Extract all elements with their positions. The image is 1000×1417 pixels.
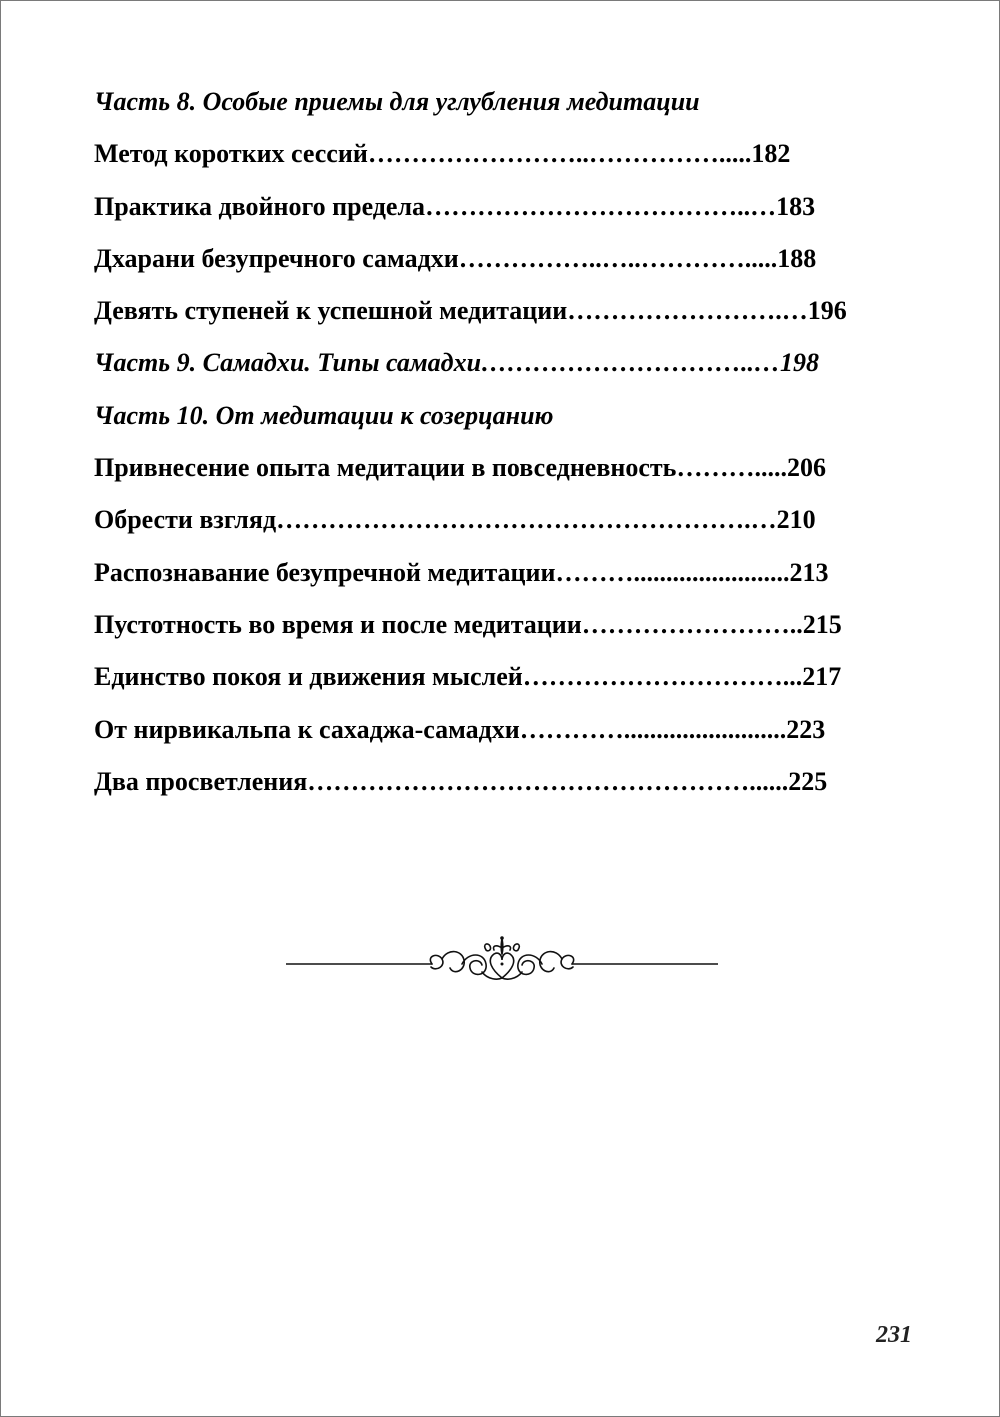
toc-entry-page: 213 <box>789 557 829 587</box>
toc-entry-leader: ………..... <box>676 453 787 483</box>
table-of-contents <box>94 76 914 808</box>
toc-entry <box>94 651 914 703</box>
toc-entry-title: Практика двойного предела <box>94 191 426 221</box>
toc-entry-title: Распознавание безупречной медитации <box>94 557 556 587</box>
page-number: 231 <box>876 1322 912 1348</box>
toc-entry-page: 217 <box>802 662 842 692</box>
toc-entry-title: Пустотность во время и после медитации <box>94 609 582 639</box>
toc-entry-leader: ………………………………..… <box>425 191 777 221</box>
toc-entry-leader: ……………………..……………..... <box>367 139 752 169</box>
toc-entry-page: 223 <box>786 714 826 744</box>
toc-entry-leader: ………........................ <box>555 557 790 587</box>
toc-part-heading <box>94 337 914 389</box>
toc-entry <box>94 547 914 599</box>
toc-entry <box>94 285 914 337</box>
toc-entry-page: 215 <box>802 609 842 639</box>
toc-entry-title: Два просветления <box>94 766 308 796</box>
toc-entry-title: От нирвикальпа к сахаджа-самадхи <box>94 714 520 744</box>
toc-entry-title: Девять ступеней к успешной медитации <box>94 296 568 326</box>
toc-entry-page: 206 <box>786 453 826 483</box>
toc-entry-page: 210 <box>776 505 816 535</box>
toc-entry-title: Метод коротких сессий <box>94 139 368 169</box>
toc-entry <box>94 494 914 546</box>
toc-entry-title: Часть 10. От медитации к созерцанию <box>94 400 554 430</box>
toc-entry-title: Привнесение опыта медитации в повседневность <box>94 453 677 483</box>
toc-entry-leader: …………......................... <box>519 714 787 744</box>
toc-entry <box>94 756 914 808</box>
toc-entry <box>94 704 914 756</box>
toc-part-heading <box>94 390 914 442</box>
toc-entry <box>94 599 914 651</box>
toc-entry-title: Часть 9. Самадхи. Типы самадхи <box>94 348 482 378</box>
toc-entry-page: 182 <box>751 139 791 169</box>
toc-entry <box>94 128 914 180</box>
toc-entry-leader: …………………………..… <box>481 348 781 378</box>
toc-entry <box>94 442 914 494</box>
toc-entry-leader: ……………………………………………...... <box>307 766 789 796</box>
toc-entry-title: Часть 8. Особые приемы для углубления медитации <box>94 87 700 116</box>
toc-entry-leader: …………………….… <box>567 296 808 326</box>
toc-part-heading <box>94 76 914 128</box>
toc-entry-title: Единство покоя и движения мыслей <box>94 662 523 692</box>
toc-entry-page: 188 <box>777 243 817 273</box>
toc-entry-title: Обрести взгляд <box>94 505 277 535</box>
toc-entry-page: 198 <box>780 348 820 378</box>
scroll-flourish-divider-icon <box>286 934 718 990</box>
toc-entry <box>94 233 914 285</box>
toc-entry-page: 196 <box>807 296 847 326</box>
toc-entry <box>94 181 914 233</box>
toc-entry-leader: ……………..…..…………..... <box>458 243 778 273</box>
toc-entry-leader: …………………….. <box>581 609 803 639</box>
toc-entry-page: 183 <box>776 191 816 221</box>
toc-entry-page: 225 <box>788 766 828 796</box>
toc-entry-title: Дхарани безупречного самадхи <box>94 243 459 273</box>
toc-entry-leader: ……………………………………………….… <box>276 505 777 535</box>
toc-entry-leader: …………………………... <box>522 662 803 692</box>
